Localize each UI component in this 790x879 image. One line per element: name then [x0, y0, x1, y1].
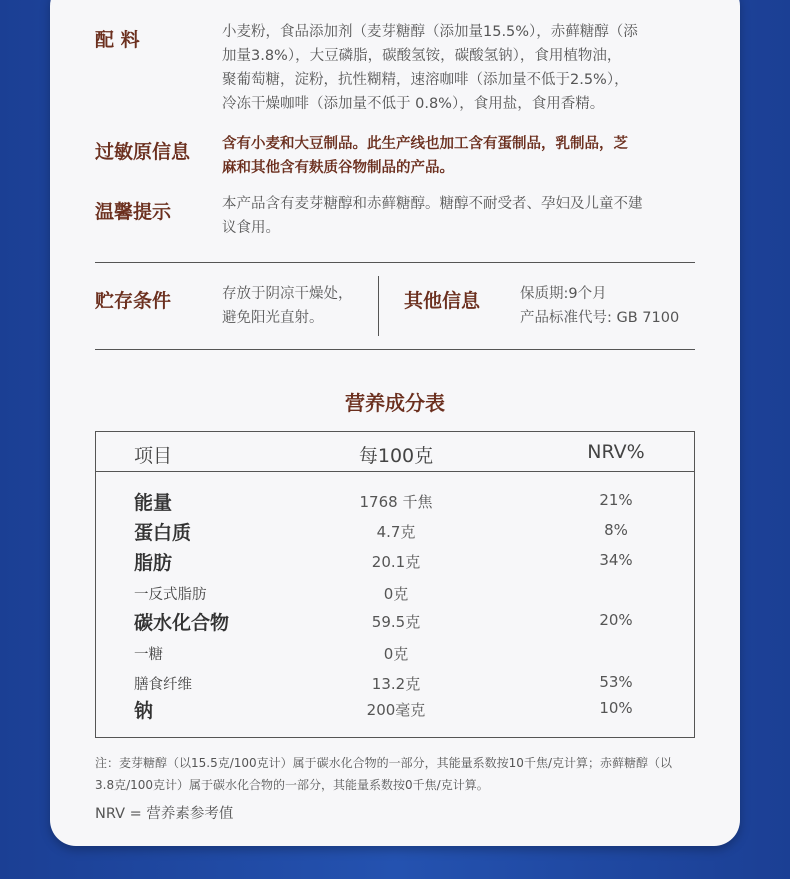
nutrient-value: 0克 [383, 645, 409, 663]
footnote-line: 注：麦芽糖醇（以15.5克/100克计）属于碳水化合物的一部分，其能量系数按10千焦/克计算；赤藓糖醇（以 [95, 756, 672, 770]
tips-line: 议食用。 [222, 220, 280, 236]
nutrient-value: 4.7克 [376, 523, 416, 541]
vertical-divider [378, 276, 379, 336]
nutrient-name: 一反式脂肪 [134, 587, 207, 603]
nutrient-nrv: 8% [604, 521, 628, 539]
tips-text [222, 192, 702, 240]
allergen-label: 过敏原信息 [95, 141, 191, 163]
nutrient-name: 脂肪 [134, 552, 173, 574]
footnote-line: 3.8克/100克计）属于碳水化合物的一部分，其能量系数按0千焦/克计算。 [95, 778, 489, 792]
nutrient-value: 13.2克 [371, 675, 421, 693]
nrv-definition: NRV = 营养素参考值 [95, 806, 234, 822]
divider-top [95, 262, 695, 263]
allergen-line: 麻和其他含有麸质谷物制品的产品。 [222, 160, 454, 176]
nutrient-nrv: 21% [599, 491, 633, 509]
divider-bottom [95, 349, 695, 350]
ingredients-label: 配 料 [95, 29, 140, 51]
nutrient-value: 20.1克 [371, 553, 421, 571]
other-info-line: 产品标准代号: GB 7100 [520, 310, 680, 326]
storage-label: 贮存条件 [95, 290, 172, 312]
ingredients-line: 聚葡萄糖，淀粉，抗性糊精，速溶咖啡（添加量不低于2.5%）， [222, 72, 629, 88]
allergen-text [222, 132, 702, 180]
tips-label: 温馨提示 [95, 201, 172, 223]
other-info-label: 其他信息 [404, 290, 481, 312]
nutrition-table [95, 431, 695, 738]
storage-line: 存放于阴凉干燥处， [222, 286, 353, 302]
nutrition-row-sugar [96, 640, 694, 670]
nutrient-value: 200毫克 [366, 701, 426, 719]
nutrition-row-sodium [96, 696, 694, 726]
nutrient-value: 59.5克 [371, 613, 421, 631]
nutrition-table-header [96, 432, 694, 472]
nutrient-nrv: 53% [599, 673, 633, 691]
other-info-line: 保质期:9个月 [520, 286, 607, 302]
header-item: 项目 [134, 445, 173, 467]
nutrition-row-energy [96, 488, 694, 518]
nutrient-nrv: 10% [599, 699, 633, 717]
ingredients-line: 小麦粉，食品添加剂（麦芽糖醇（添加量15.5%），赤藓糖醇（添 [222, 24, 638, 40]
ingredients-line: 加量3.8%），大豆磷脂，碳酸氢铵，碳酸氢钠），食用植物油， [222, 48, 622, 64]
nutrition-row-trans-fat [96, 580, 694, 610]
storage-line: 避免阳光直射。 [222, 310, 324, 326]
header-nrv: NRV% [587, 441, 645, 463]
storage-text [222, 282, 372, 330]
nutrition-row-carbohydrate [96, 608, 694, 638]
nutrient-nrv: 34% [599, 551, 633, 569]
nutrient-name: 能量 [134, 492, 173, 514]
header-per100g: 每100克 [358, 445, 434, 467]
nutrient-name: 钠 [134, 700, 154, 722]
allergen-line: 含有小麦和大豆制品。此生产线也加工含有蛋制品，乳制品，芝 [222, 136, 628, 152]
nutrient-name: 碳水化合物 [134, 612, 230, 634]
nutrient-name: 蛋白质 [134, 522, 192, 544]
nutrition-row-fat [96, 548, 694, 578]
footnote [95, 752, 700, 796]
nutrient-name: 膳食纤维 [134, 677, 192, 693]
other-info-text [520, 282, 700, 330]
nutrient-name: 一糖 [134, 647, 163, 663]
ingredients-line: 冷冻干燥咖啡（添加量不低于 0.8%），食用盐，食用香精。 [222, 96, 605, 112]
nutrient-nrv: 20% [599, 611, 633, 629]
nutrition-title: 营养成分表 [345, 391, 445, 415]
nutrient-value: 1768 千焦 [359, 493, 433, 511]
ingredients-text [222, 20, 702, 116]
nutrient-value: 0克 [383, 585, 409, 603]
tips-line: 本产品含有麦芽糖醇和赤藓糖醇。糖醇不耐受者、孕妇及儿童不建 [222, 196, 643, 212]
nutrition-row-protein [96, 518, 694, 548]
